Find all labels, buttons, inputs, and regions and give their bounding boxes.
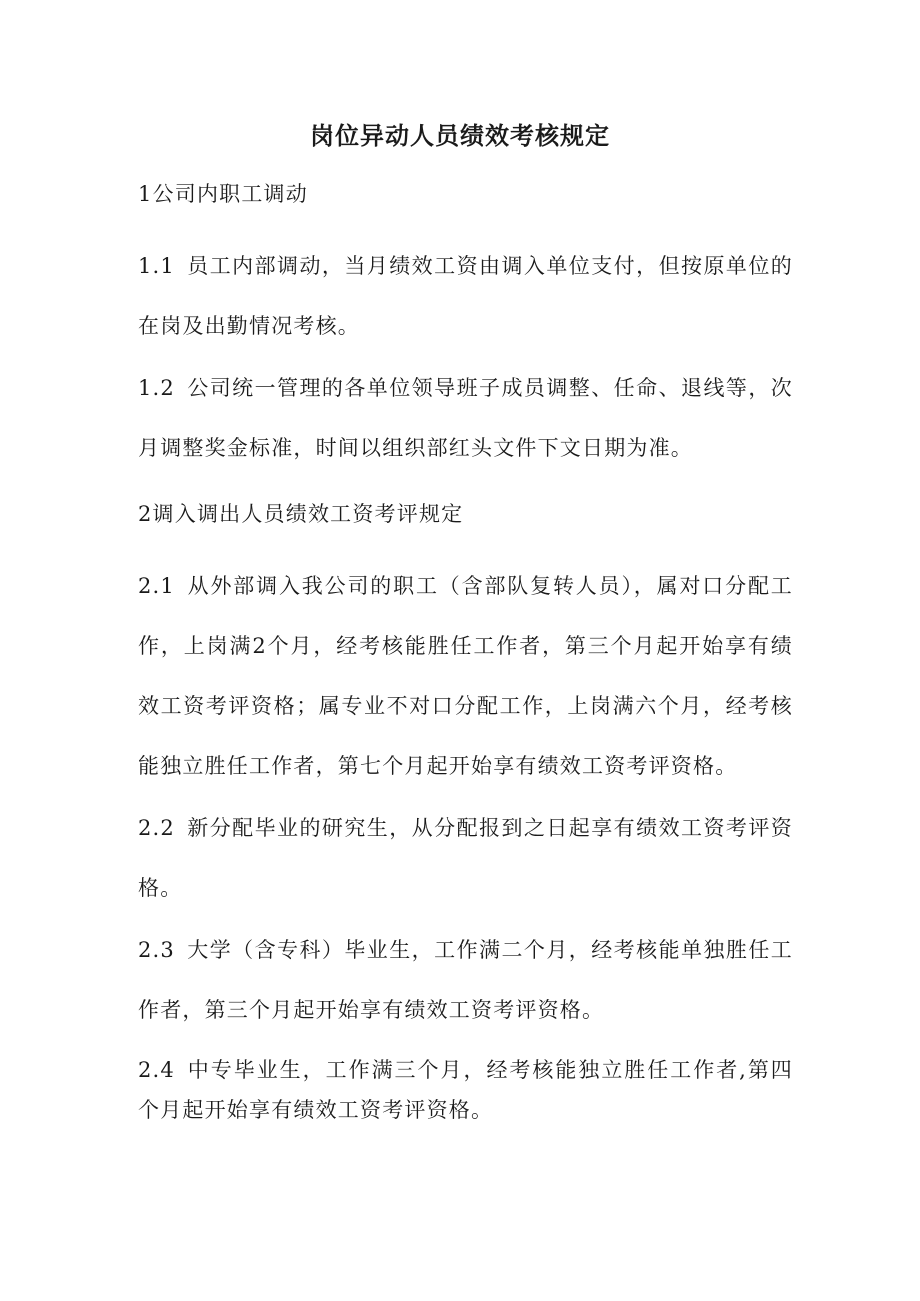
clause-number: 2.2 <box>138 816 175 840</box>
clause-2-3 <box>138 920 793 1040</box>
clause-2-2 <box>138 798 793 918</box>
clause-1-1 <box>138 236 793 356</box>
clause-text: 从外部调入我公司的职工（含部队复转人员），属对口分配工作，上岗满2个月，经考核能胜任工作者，第三个月起开始享有绩效工资考评资格；属专业不对口分配工作，上岗满六个月，经考核能独立胜任工作者，第七个月起开始享有绩效工资考评资格。 <box>138 574 793 778</box>
document-body <box>138 176 793 1130</box>
clause-2-4 <box>138 1050 793 1130</box>
clause-number: 1.1 <box>138 254 175 278</box>
document-title: 岗位异动人员绩效考核规定 <box>310 122 610 150</box>
clause-text: 员工内部调动，当月绩效工资由调入单位支付，但按原单位的在岗及出勤情况考核。 <box>138 254 793 338</box>
clause-text: 公司统一管理的各单位领导班子成员调整、任命、退线等，次月调整奖金标准，时间以组织部红头文件下文日期为准。 <box>138 376 793 460</box>
clause-number: 2.1 <box>138 574 175 598</box>
clause-text: 新分配毕业的研究生，从分配报到之日起享有绩效工资考评资格。 <box>138 816 793 900</box>
clause-number: 1.2 <box>138 376 175 400</box>
clause-number: 2.4 <box>138 1058 175 1082</box>
clause-text: 中专毕业生，工作满三个月，经考核能独立胜任工作者,第四个月起开始享有绩效工资考评资格。 <box>138 1058 793 1122</box>
clause-2-1 <box>138 556 793 796</box>
clause-text: 大学（含专科）毕业生，工作满二个月，经考核能单独胜任工作者，第三个月起开始享有绩效工资考评资格。 <box>138 938 793 1022</box>
clause-1-2 <box>138 358 793 478</box>
section-2-heading: 2调入调出人员绩效工资考评规定 <box>138 502 464 526</box>
clause-number: 2.3 <box>138 938 175 962</box>
section-1-heading: 1公司内职工调动 <box>138 182 308 206</box>
